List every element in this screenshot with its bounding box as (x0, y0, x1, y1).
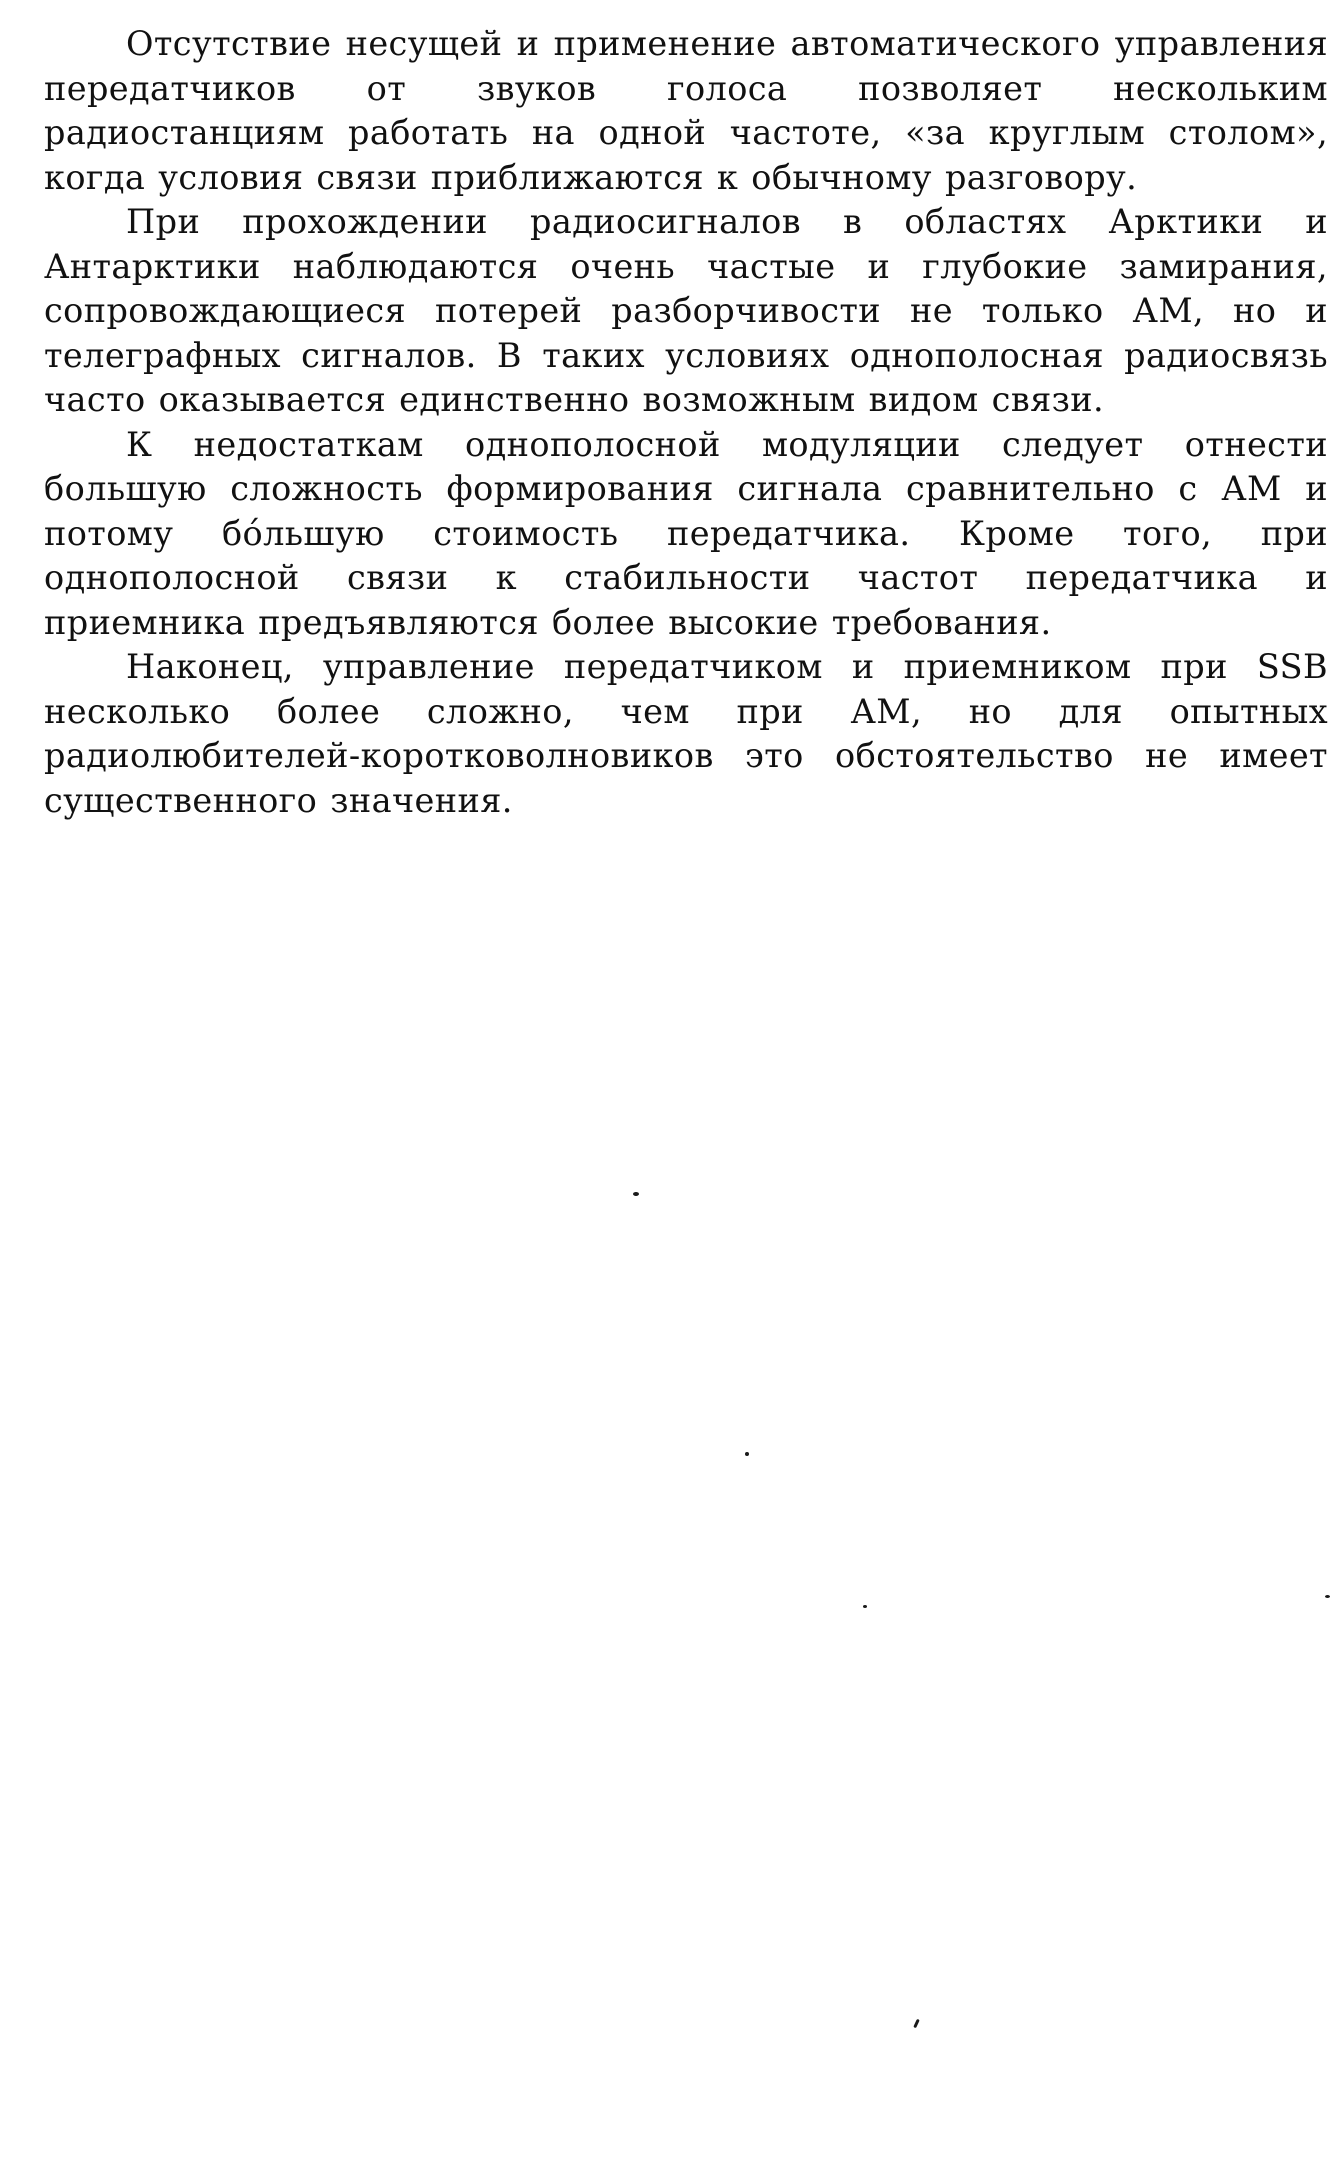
paragraph-carrier-suppression: Отсутствие несущей и применение автоматического управления передатчиков от звуков голоса позволяет нескольким радиостанциям работать на одной частоте, «за круглым столом», когда условия связи приближаются к обычному разговору. (44, 24, 1328, 197)
paragraph-disadvantages: К недостаткам однополосной модуляции следует отнести большую сложность формирования сигнала сравнительно с АМ и потому бо́льшую стоимость передатчика. Кроме того, при однополосной связи к стабильности частот передатчика и приемника предъявляются более высокие требования. (44, 424, 1328, 642)
paragraph-arctic-fading: При прохождении радиосигналов в областях Арктики и Антарктики наблюдаются очень частые и глубокие замирания, сопровождающиеся потерей разборчивости не только АМ, но и телеграфных сигналов. В таких условиях однополосная радиосвязь часто оказывается единственно возможным видом связи. (44, 202, 1328, 419)
scan-speck (913, 2019, 920, 2028)
scan-speck (863, 1605, 867, 1608)
scan-speck (633, 1192, 639, 1196)
page-text (44, 22, 1328, 823)
scan-speck (745, 1452, 749, 1456)
scan-speck (1325, 1595, 1330, 1598)
paragraph-ssb-control: Наконец, управление передатчиком и приемником при SSB несколько более сложно, чем при АМ, но для опытных радиолюбителей-коротковолновиков это обстоятельство не имеет существенного значения. (44, 647, 1328, 820)
